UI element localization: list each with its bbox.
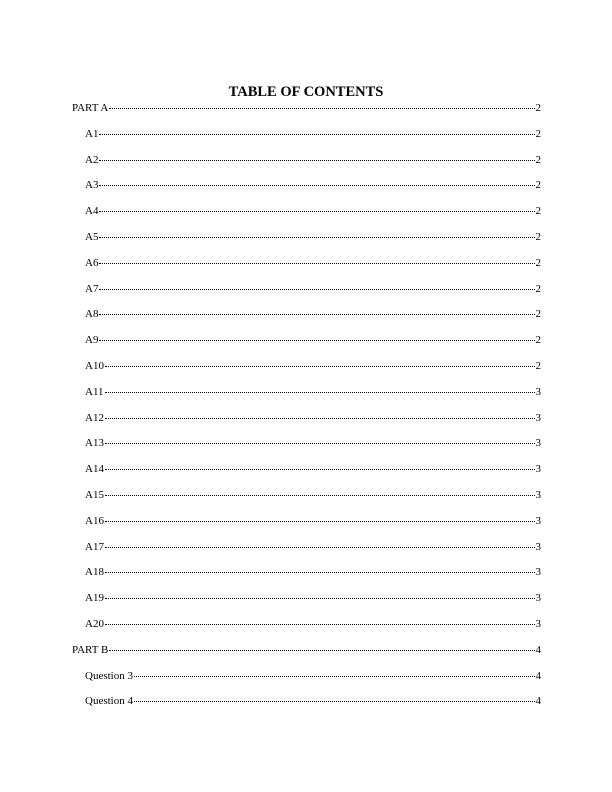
toc-entry-page: 2	[535, 153, 541, 166]
toc-entry-page: 2	[535, 359, 541, 372]
toc-entry-page: 3	[535, 540, 541, 553]
toc-entry-page: 3	[535, 385, 541, 398]
toc-entry-label: A5	[85, 230, 99, 243]
dot-leader	[134, 676, 535, 677]
toc-entry-a17[interactable]	[72, 540, 541, 566]
toc-entry-label: A19	[85, 592, 104, 605]
dot-leader	[105, 521, 535, 522]
dot-leader	[99, 211, 534, 212]
dot-leader	[99, 263, 534, 264]
dot-leader	[105, 547, 535, 548]
toc-entry-label: Question 4	[85, 695, 133, 708]
toc-entry-a20[interactable]	[72, 617, 541, 643]
dot-leader	[109, 650, 534, 651]
toc-entry-a8[interactable]	[72, 307, 541, 333]
toc-entry-label: A1	[85, 127, 99, 140]
toc-entry-page: 3	[535, 437, 541, 450]
dot-leader	[109, 108, 534, 109]
toc-entry-label: A18	[85, 566, 104, 579]
toc-entry-page: 2	[535, 230, 541, 243]
toc-entry-a19[interactable]	[72, 591, 541, 617]
toc-entry-label: PART A	[72, 102, 109, 114]
dot-leader	[99, 340, 534, 341]
toc-entry-a9[interactable]	[72, 333, 541, 359]
toc-entry-page: 3	[535, 488, 541, 501]
toc-entry-page: 4	[535, 643, 541, 656]
toc-entry-label: A2	[85, 153, 99, 166]
toc-entry-a16[interactable]	[72, 514, 541, 540]
dot-leader	[99, 160, 534, 161]
dot-leader	[105, 572, 535, 573]
dot-leader	[105, 469, 535, 470]
toc-entry-a13[interactable]	[72, 436, 541, 462]
toc-entry-label: A9	[85, 334, 99, 347]
toc-entry-label: A3	[85, 179, 99, 192]
toc-entry-page: 3	[535, 514, 541, 527]
toc-entry-a11[interactable]	[72, 385, 541, 411]
toc-list	[72, 101, 541, 720]
dot-leader	[99, 289, 534, 290]
dot-leader	[99, 237, 534, 238]
toc-entry-label: A4	[85, 205, 99, 218]
toc-entry-question-4[interactable]	[72, 694, 541, 720]
toc-entry-page: 3	[535, 617, 541, 630]
toc-entry-a2[interactable]	[72, 153, 541, 179]
toc-entry-label: PART B	[72, 643, 109, 656]
toc-entry-page: 4	[535, 695, 541, 708]
toc-entry-page: 3	[535, 411, 541, 424]
toc-entry-page: 3	[535, 592, 541, 605]
toc-entry-label: A20	[85, 617, 104, 630]
toc-entry-label: A16	[85, 514, 104, 527]
toc-entry-page: 3	[535, 463, 541, 476]
toc-entry-a12[interactable]	[72, 411, 541, 437]
toc-entry-a3[interactable]	[72, 178, 541, 204]
toc-entry-part-b[interactable]	[72, 643, 541, 669]
toc-entry-label: A11	[85, 385, 104, 398]
dot-leader	[99, 314, 534, 315]
dot-leader	[105, 418, 535, 419]
toc-entry-a6[interactable]	[72, 256, 541, 282]
toc-entry-page: 2	[535, 102, 541, 114]
dot-leader	[105, 495, 535, 496]
toc-entry-page: 2	[535, 205, 541, 218]
toc-entry-a10[interactable]	[72, 359, 541, 385]
toc-entry-label: A13	[85, 437, 104, 450]
dot-leader	[105, 598, 535, 599]
toc-entry-label: A14	[85, 463, 104, 476]
toc-entry-page: 2	[535, 334, 541, 347]
toc-entry-a18[interactable]	[72, 565, 541, 591]
toc-entry-label: A10	[85, 359, 104, 372]
toc-entry-label: A8	[85, 308, 99, 321]
toc-entry-a14[interactable]	[72, 462, 541, 488]
dot-leader	[134, 701, 535, 702]
toc-entry-question-3[interactable]	[72, 669, 541, 695]
toc-entry-page: 2	[535, 282, 541, 295]
toc-entry-a15[interactable]	[72, 488, 541, 514]
toc-entry-page: 2	[535, 256, 541, 269]
toc-entry-label: Question 3	[85, 669, 133, 682]
toc-entry-page: 3	[535, 566, 541, 579]
dot-leader	[105, 366, 535, 367]
dot-leader	[99, 134, 534, 135]
dot-leader	[99, 185, 534, 186]
dot-leader	[105, 392, 535, 393]
toc-title: TABLE OF CONTENTS	[228, 84, 384, 100]
toc-entry-a7[interactable]	[72, 282, 541, 308]
toc-entry-page: 4	[535, 669, 541, 682]
toc-entry-label: A12	[85, 411, 104, 424]
toc-entry-a1[interactable]	[72, 127, 541, 153]
toc-entry-label: A17	[85, 540, 104, 553]
toc-entry-a4[interactable]	[72, 204, 541, 230]
toc-entry-label: A7	[85, 282, 99, 295]
dot-leader	[105, 443, 535, 444]
toc-entry-page: 2	[535, 127, 541, 140]
toc-entry-part-a[interactable]	[72, 101, 541, 127]
toc-entry-page: 2	[535, 179, 541, 192]
toc-entry-page: 2	[535, 308, 541, 321]
dot-leader	[105, 624, 535, 625]
toc-entry-label: A6	[85, 256, 99, 269]
toc-entry-label: A15	[85, 488, 104, 501]
toc-entry-a5[interactable]	[72, 230, 541, 256]
